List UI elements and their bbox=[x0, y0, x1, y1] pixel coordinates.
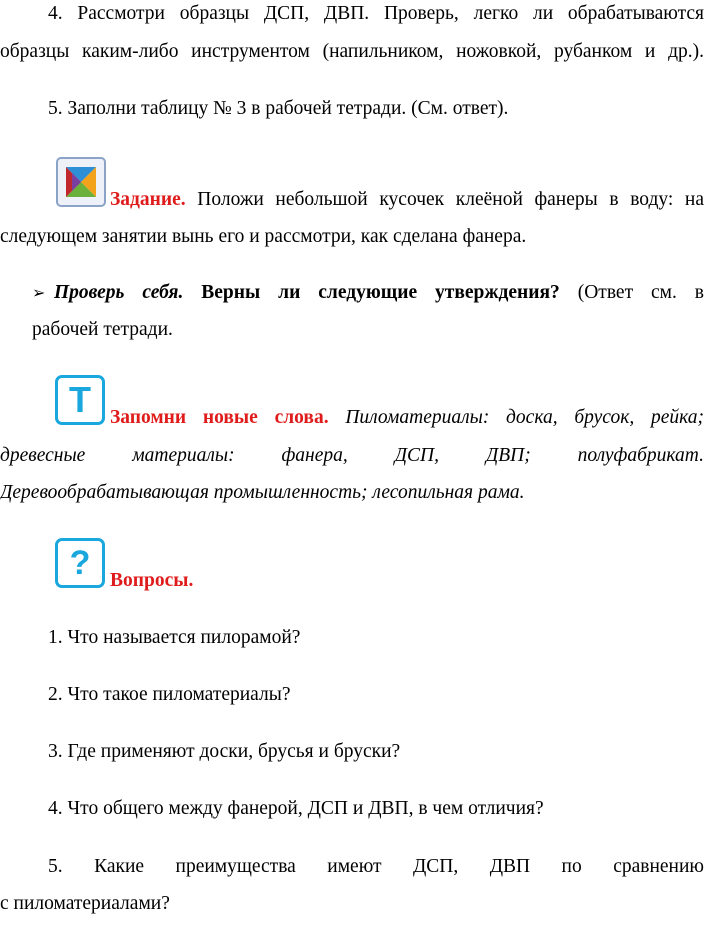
t-letter-icon: T bbox=[55, 375, 105, 425]
words-line-3: Деревообрабатывающая промышленность; лесопильная рама. bbox=[0, 482, 525, 503]
words-label: Запомни новые слова. bbox=[110, 407, 329, 428]
arrow-bullet-icon: ➢ bbox=[32, 285, 46, 302]
item-4-line-1: 4. Рассмотри образцы ДСП, ДВП. Проверь, легко ли обрабатываются bbox=[48, 3, 704, 24]
check-label: Проверь себя. bbox=[54, 282, 184, 303]
question-1: 1. Что называется пилорамой? bbox=[48, 627, 301, 648]
questions-heading bbox=[110, 569, 704, 593]
check-line-2: рабочей тетради. bbox=[32, 319, 173, 340]
check-line-1 bbox=[54, 281, 704, 305]
questions-label: Вопросы. bbox=[110, 570, 194, 591]
words-line-1 bbox=[110, 406, 704, 430]
words-text: Пиломатериалы: доска, брусок, рейка; bbox=[328, 407, 704, 428]
question-5-line-2: с пиломатериалами? bbox=[0, 893, 170, 914]
check-note: (Ответ см. в bbox=[559, 282, 704, 303]
question-4: 4. Что общего между фанерой, ДСП и ДВП, в чем отличия? bbox=[48, 798, 544, 819]
question-3: 3. Где применяют доски, брусья и бруски? bbox=[48, 741, 401, 762]
task-line-2: следующем занятии вынь его и рассмотри, как сделана фанера. bbox=[0, 226, 527, 247]
task-label: Задание. bbox=[110, 189, 186, 210]
words-line-2: древесные материалы: фанера, ДСП, ДВП; полуфабрикат. bbox=[0, 445, 704, 466]
item-5: 5. Заполни таблицу № 3 в рабочей тетради. (См. ответ). bbox=[48, 98, 509, 119]
question-2: 2. Что такое пиломатериалы? bbox=[48, 684, 291, 705]
question-mark-icon: ? bbox=[55, 538, 105, 588]
task-text: Положи небольшой кусочек клеёной фанеры в воду: на bbox=[185, 189, 704, 210]
item-4-line-2: образцы каким-либо инструментом (напильником, ножовкой, рубанком и др.). bbox=[0, 41, 704, 62]
question-5-line-1: 5. Какие преимущества имеют ДСП, ДВП по сравнению bbox=[48, 856, 704, 877]
check-question: Верны ли следующие утверждения? bbox=[183, 282, 560, 303]
task-line-1 bbox=[110, 188, 704, 212]
image-icon bbox=[56, 157, 106, 207]
